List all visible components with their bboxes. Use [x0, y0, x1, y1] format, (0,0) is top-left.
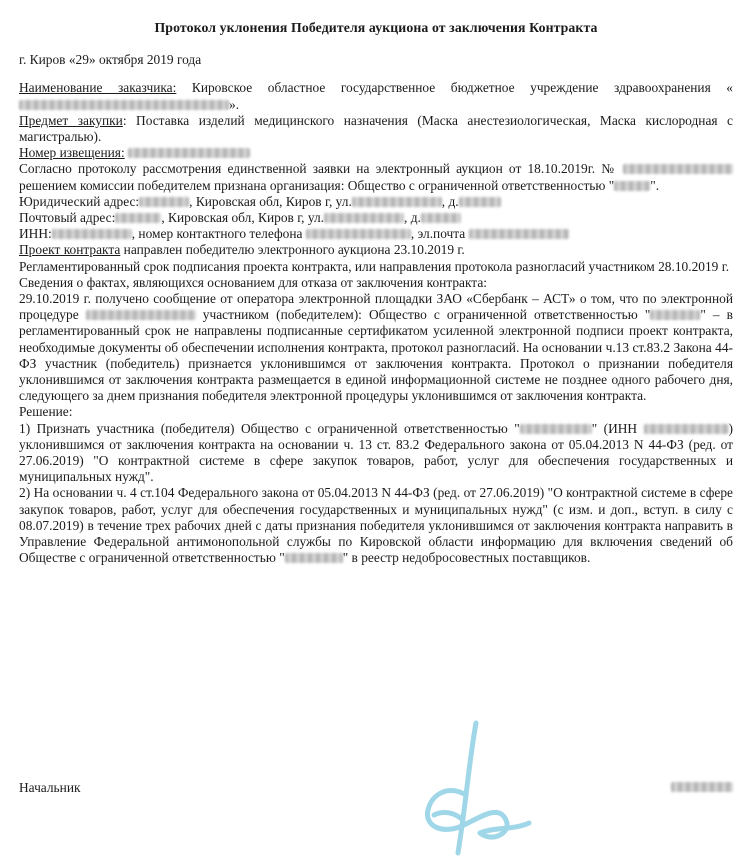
notice-paragraph [19, 145, 733, 161]
redacted-postal-index [115, 213, 161, 223]
facts-paragraph [19, 291, 733, 404]
customer-text-2: ». [229, 96, 240, 112]
redacted-email [469, 229, 569, 239]
redacted-procedure-number [86, 310, 196, 320]
redacted-company-name-4 [285, 553, 343, 563]
facts-text-c: " – в регламентированный срок не направлены подписанные сертификатом усиленной электронной подписи проект контракта, необходимые документы об обеспечении исполнения контракта, протокол разногласий. На основании ч.13 ст.83.2 Закона 44-ФЗ участник (победитель) признается уклонившимся от заключения контракта. Протокол о признании победителя уклонившимся от заключения контракта размещается в единой информационной системе не позднее одного рабочего дня, следующего за днем признания победителя электронной процедуры уклонившимся от заключения контракта. [19, 307, 733, 404]
redacted-signer-name [671, 782, 733, 792]
notice-label: Номер извещения [19, 145, 121, 161]
redacted-notice-number [128, 148, 250, 158]
redacted-legal-index [139, 197, 189, 207]
postal-address [19, 210, 733, 226]
decision-2 [19, 485, 733, 566]
document-title: Протокол уклонения Победителя аукциона от заключения Контракта [154, 20, 598, 35]
winner-text-b: решением комиссии победителем признана организация: Общество с ограниченной ответственностью " [19, 177, 615, 193]
postal-address-house-label: , д. [404, 210, 421, 226]
facts-heading: Сведения о фактах, являющихся основанием для отказа от заключения контракта: [19, 274, 487, 290]
project-paragraph [19, 242, 733, 258]
decision-1-text-a: 1) Признать участника (победителя) Общество с ограниченной ответственностью " [19, 420, 520, 436]
customer-text-1: Кировское областное государственное бюджетное учреждение здравоохранения « [176, 80, 733, 96]
winner-text-a: Согласно протоколу рассмотрения единственной заявки на электронный аукцион от 18.10.2019г. № [19, 161, 617, 177]
subject-text: : Поставка изделий медицинского назначения (Маска анестезиологическая, Маска кислородная с магистралью). [19, 112, 733, 145]
legal-address [19, 194, 733, 210]
redacted-protocol-number [623, 164, 733, 174]
signature-block [19, 770, 733, 860]
decision-heading: Решение: [19, 404, 73, 420]
postal-address-label: Почтовый адрес: [19, 210, 116, 226]
inn-label: ИНН: [19, 226, 52, 242]
decision-2-text-b: " в реестр недобросовестных поставщиков. [342, 550, 591, 566]
legal-address-city: , Кировская обл, Киров г, ул. [189, 193, 352, 209]
email-label: , эл.почта [410, 226, 466, 242]
redacted-inn [52, 229, 132, 239]
notice-colon: : [120, 145, 125, 161]
redacted-company-name-2 [650, 310, 700, 320]
facts-text-a: 29.10.2019 г. получено сообщение от оператора электронной площадки ЗАО «Сбербанк – АСТ» о том, что по электронной процедуре [19, 291, 733, 323]
subject-label: Предмет закупки [19, 112, 123, 128]
winner-text-c: ". [650, 177, 660, 193]
legal-address-label: Юридический адрес: [19, 193, 140, 209]
redacted-phone [306, 229, 411, 239]
redacted-postal-street [324, 213, 404, 223]
inn-line [19, 226, 733, 242]
city-date: г. Киров «29» октября 2019 года [19, 52, 202, 68]
redacted-customer-name [19, 100, 229, 110]
legal-address-house-label: , д. [441, 193, 459, 209]
reg-term-paragraph: Регламентированный срок подписания проекта контракта, или направления протокола разногласий участником 28.10.2019 г. [19, 258, 730, 274]
project-text: направлен победителю электронного аукциона 23.10.2019 г. [120, 242, 465, 258]
redacted-legal-house [459, 197, 501, 207]
redacted-inn-2 [644, 424, 729, 434]
decision-1 [19, 421, 733, 486]
decision-2-text-a: 2) На основании ч. 4 ст.104 Федерального закона от 05.04.2013 N 44-ФЗ (ред. от 27.06.2019) "О контрактной системе в сфере закупок товаров, работ, услуг для обеспечения государственных и муниципальных нужд" (с изм. и доп., вступ. в силу с 08.07.2019) в течение трех рабочих дней с даты признания победителя уклонившимся от заключения контракта направить в Управление Федеральной антимонопольной службы по Кировской области информацию для включения сведений об Обществе с ограниченной ответственностью " [19, 485, 733, 566]
postal-address-city: , Кировская обл, Киров г, ул. [161, 210, 325, 226]
winner-paragraph [19, 161, 733, 193]
decision-1-text-c: ) уклонившимся от заключения контракта на основании ч. 13 ст. 83.2 Федерального закона от 05.04.2013 N 44-ФЗ (ред. от 27.06.2019) "О контрактной системе в сфере закупок товаров, работ, услуг для обеспечения государственных и муниципальных нужд". [19, 420, 733, 485]
phone-label: , номер контактного телефона [131, 226, 303, 242]
redacted-legal-street [352, 197, 442, 207]
customer-paragraph [19, 80, 733, 112]
subject-paragraph [19, 113, 733, 145]
redacted-postal-house [421, 213, 461, 223]
redacted-company-name-3 [520, 424, 592, 434]
customer-label: Наименование заказчика: [19, 80, 177, 96]
facts-text-b: участником (победителем): Общество с ограниченной ответственностью " [195, 307, 651, 323]
signature-scribble-icon [414, 715, 544, 860]
signer-title: Начальник [19, 780, 81, 795]
redacted-company-name [614, 181, 650, 191]
decision-1-text-b: " (ИНН [591, 420, 638, 436]
project-label: Проект контракта [19, 242, 121, 258]
